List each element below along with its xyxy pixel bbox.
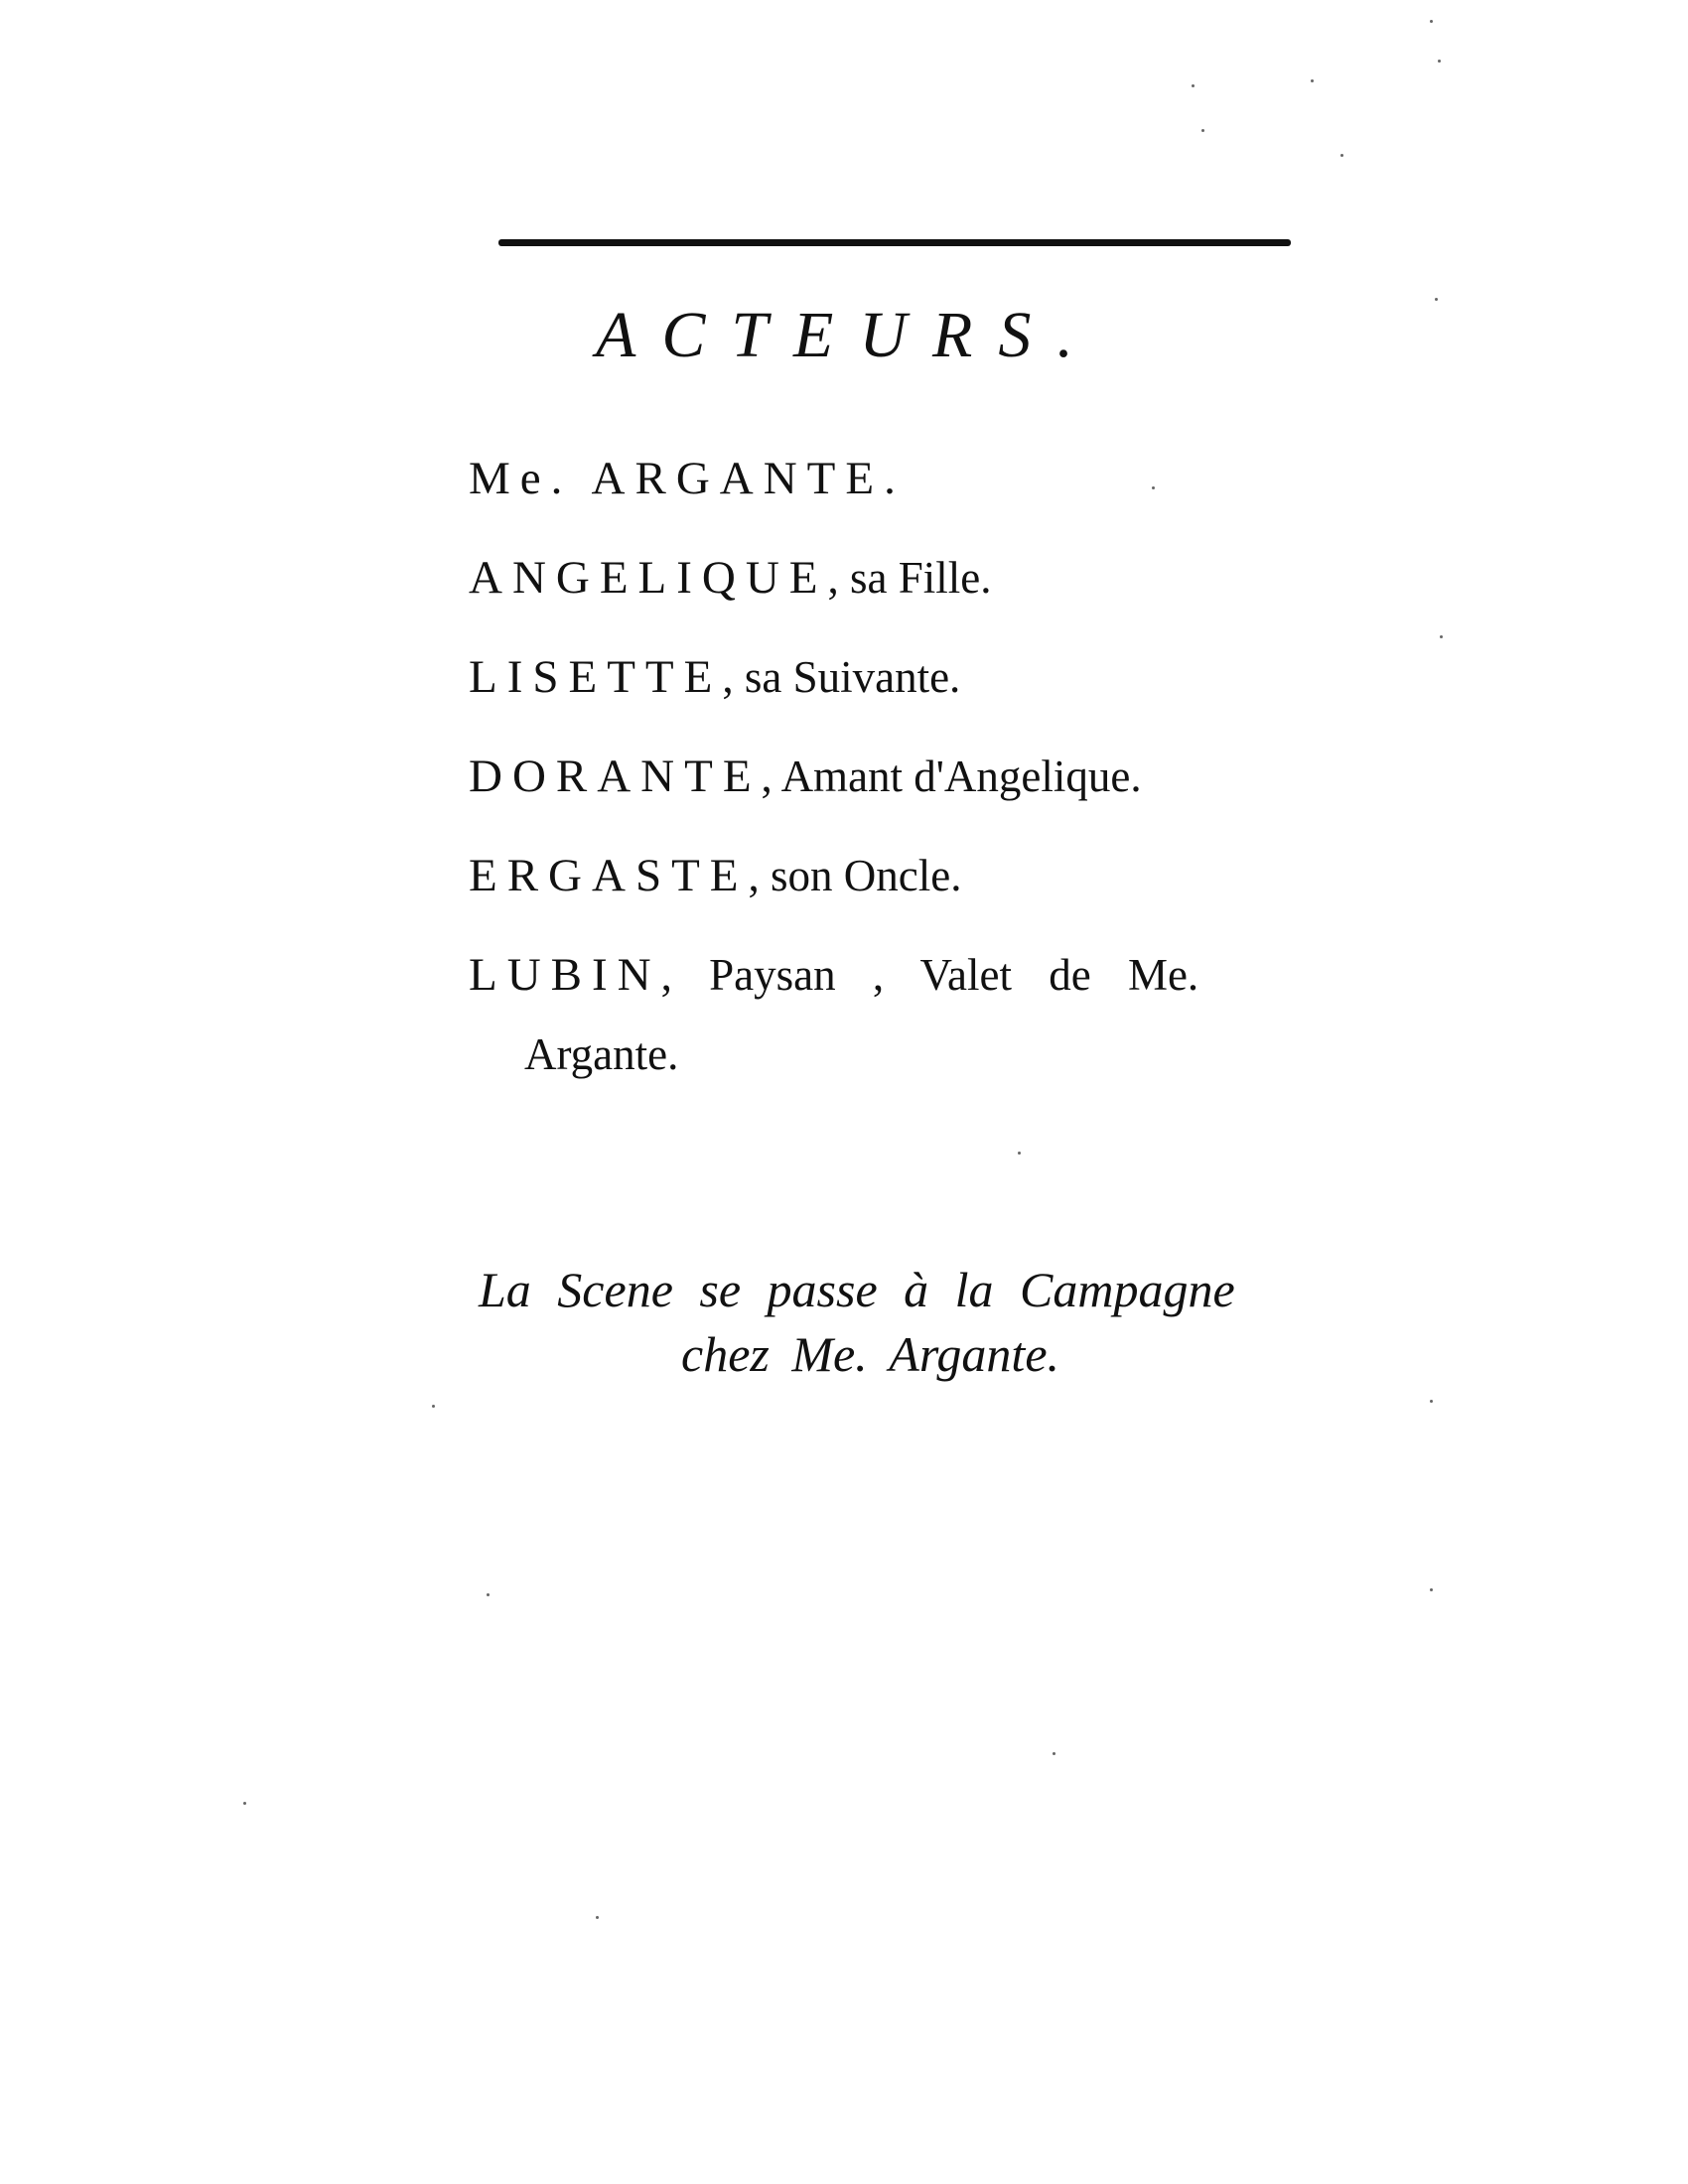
character-role: , sa Fille.	[827, 553, 992, 603]
character-role: , sa Suivante.	[722, 652, 961, 702]
cast-item	[469, 528, 1362, 627]
cast-item	[469, 826, 1362, 925]
cast-item	[469, 429, 1362, 528]
cast-item	[469, 627, 1362, 727]
scan-speck	[1053, 1752, 1055, 1755]
scan-speck	[596, 1916, 599, 1919]
scan-speck	[1435, 298, 1438, 301]
scan-speck	[1430, 20, 1433, 23]
page-title: ACTEURS.	[596, 299, 1099, 371]
scan-speck	[1201, 129, 1204, 132]
scan-speck	[1430, 1588, 1433, 1591]
character-name: Me. ARGANTE.	[469, 453, 906, 504]
scene-setting-line: chez Me. Argante.	[681, 1326, 1060, 1382]
top-rule	[498, 239, 1291, 246]
cast-list	[469, 429, 1362, 1024]
scan-speck	[1018, 1152, 1021, 1155]
character-name: LUBIN	[469, 949, 661, 1001]
scan-speck	[1152, 486, 1155, 489]
scan-speck	[1311, 79, 1314, 82]
scan-speck	[243, 1802, 246, 1805]
character-role: , Paysan , Valet de Me.	[660, 950, 1199, 1000]
character-name: ANGELIQUE	[469, 552, 828, 604]
character-role: , son Oncle.	[748, 851, 962, 900]
character-name: DORANTE	[469, 751, 762, 802]
cast-item	[469, 727, 1362, 826]
character-role: , Amant d'Angelique.	[761, 751, 1142, 801]
scan-speck	[487, 1593, 490, 1596]
scan-speck	[1438, 60, 1441, 63]
scan-speck	[1192, 84, 1195, 87]
scan-speck	[1430, 1400, 1433, 1403]
scan-speck	[1440, 635, 1443, 638]
cast-continuation: Argante.	[524, 1029, 679, 1079]
scene-setting-line: La Scene se passe à la Campagne	[479, 1262, 1235, 1317]
character-name: LISETTE	[469, 651, 723, 703]
cast-item	[469, 925, 1362, 1024]
scan-speck	[1340, 154, 1343, 157]
character-name: ERGASTE	[469, 850, 749, 901]
scan-speck	[432, 1405, 435, 1408]
